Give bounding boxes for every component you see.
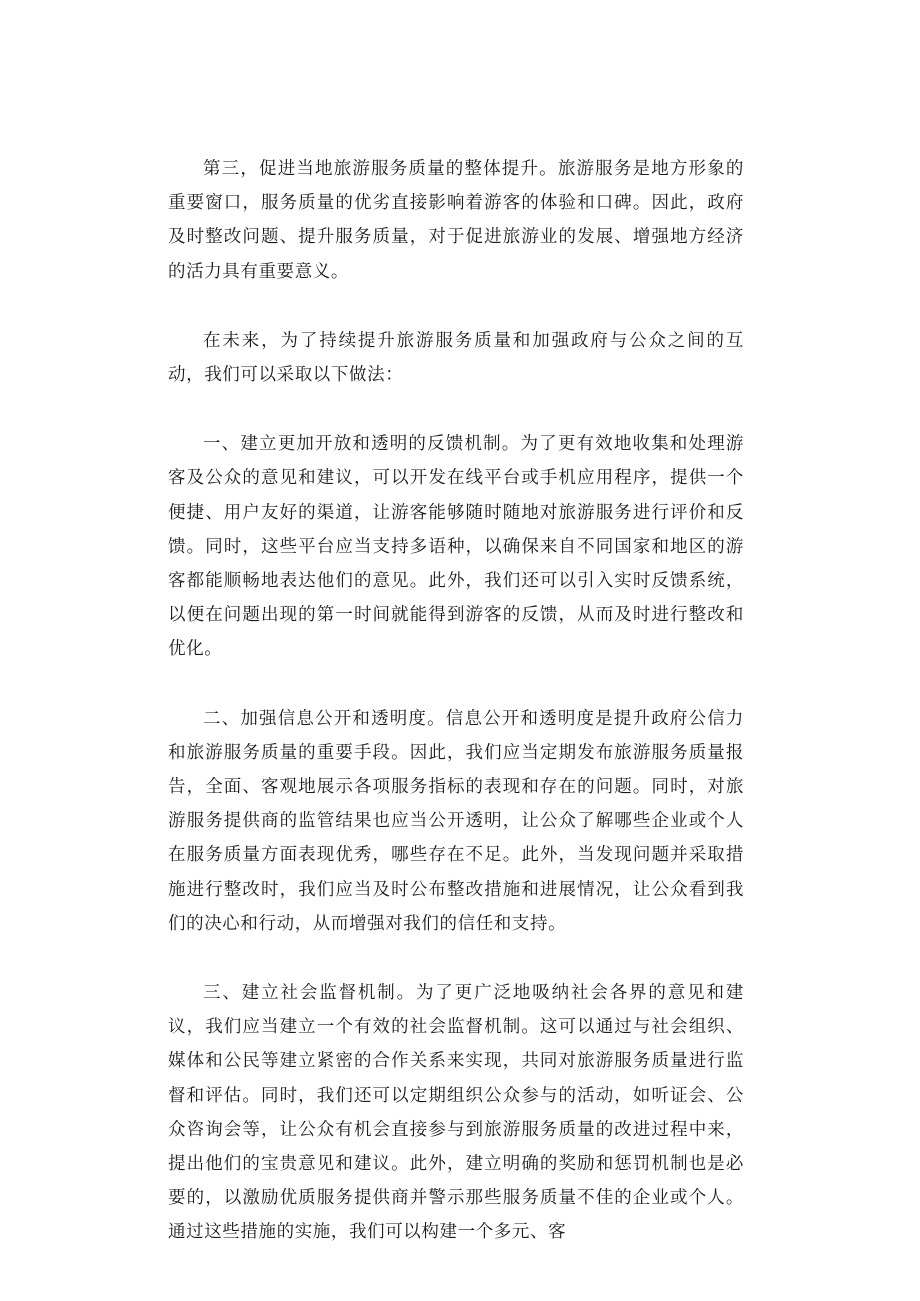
paragraph-third-point: 第三，促进当地旅游服务质量的整体提升。旅游服务是地方形象的重要窗口，服务质量的优劣直接影响着游客的体验和口碑。因此，政府及时整改问题、提升服务质量，对于促进旅游业的发展、增强地方经济的活力具有重要意义。 <box>168 159 744 282</box>
paragraph-future-intro: 在未来，为了持续提升旅游服务质量和加强政府与公众之间的互动，我们可以采取以下做法： <box>168 330 744 386</box>
paragraph-social-supervision: 三、建立社会监督机制。为了更广泛地吸纳社会各界的意见和建议，我们应当建立一个有效的社会监督机制。这可以通过与社会组织、媒体和公民等建立紧密的合作关系来实现，共同对旅游服务质量进行监督和评估。同时，我们还可以定期组织公众参与的活动，如听证会、公众咨询会等，让公众有机会直接参与到旅游服务质量的改进过程中来，提出他们的宝贵意见和建议。此外，建立明确的奖励和惩罚机制也是必要的，以激励优质服务提供商并警示那些服务质量不佳的企业或个人。通过这些措施的实施，我们可以构建一个多元、客 <box>168 983 744 1243</box>
paragraph-information-disclosure: 二、加强信息公开和透明度。信息公开和透明度是提升政府公信力和旅游服务质量的重要手段。因此，我们应当定期发布旅游服务质量报告，全面、客观地展示各项服务指标的表现和存在的问题。同时，对旅游服务提供商的监管结果也应当公开透明，让公众了解哪些企业或个人在服务质量方面表现优秀，哪些存在不足。此外，当发现问题并采取措施进行整改时，我们应当及时公布整改措施和进展情况，让公众看到我们的决心和行动，从而增强对我们的信任和支持。 <box>168 708 744 934</box>
document-body <box>168 152 744 1285</box>
paragraph-feedback-mechanism: 一、建立更加开放和透明的反馈机制。为了更有效地收集和处理游客及公众的意见和建议，可以开发在线平台或手机应用程序，提供一个便捷、用户友好的渠道，让游客能够随时随地对旅游服务进行评价和反馈。同时，这些平台应当支持多语种，以确保来自不同国家和地区的游客都能顺畅地表达他们的意见。此外，我们还可以引入实时反馈系统，以便在问题出现的第一时间就能得到游客的反馈，从而及时进行整改和优化。 <box>168 434 744 660</box>
